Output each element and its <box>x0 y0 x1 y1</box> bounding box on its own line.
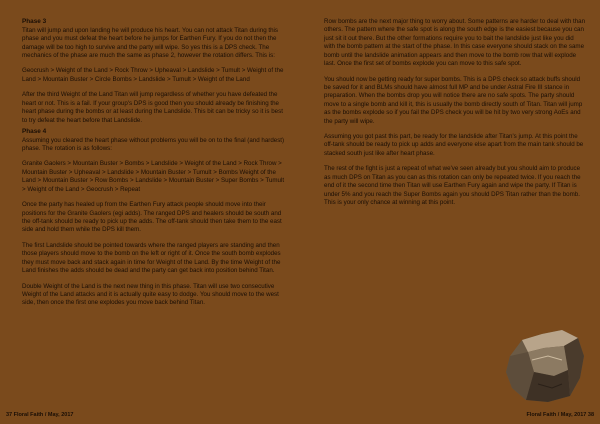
paragraph: After the third Weight of the Land Titan will jump regardless of whether you have defeated the heart or not. This is a fail. If your group's DPS is good then you should already be finishing the heart phase during the bombs or at least during the Landslide. This bit can be tricky so it is best to try defeat the heart before that Landslide. <box>22 91 283 124</box>
phase4-heading: Phase 4 <box>22 127 47 135</box>
rotation-phase4: Granite Gaolers > Mountain Buster > Bombs > Landslide > Weight of the Land > Rock Throw > Mountain Buster > Upheaval > Landslide > Mountain Buster > Tumult > Bombs Weight of the Land > Mountain Buster > Row Bombs > Landslide > Mountain Buster > Super Bombs > Tumult > Weight of the Land > Geocrush > Repeat <box>22 160 285 193</box>
paragraph: Double Weight of the Land is the next new thing in this phase. Titan will use two consecutive Weight of the Land attacks and it is actually quite easy to dodge. You should move to the west side, then once the first one explodes you move back behind Titan. <box>22 282 279 307</box>
paragraph: The first Landslide should be pointed towards where the ranged players are standing and then those players should move to the bomb on the left or right of it. Once the south bomb explodes they must move back and stack again in time for Weight of the Land. By the time Weight of the Land finishes the adds should be dead and the party can get back into position behind Titan. <box>22 241 281 275</box>
footer-right: Floral Faith / May, 2017 38 <box>526 412 594 418</box>
right-page-column <box>324 18 586 214</box>
paragraph: Row bombs are the next major thing to worry about. Some patterns are harder to deal with than others. The pattern where the safe spot is along the south edge is the easiest because you can just sit it out there. But the other formations require you to bait the landslide just like you did with the bomb pattern at the start of the phase. In this case everyone should stack on the same bomb until the landslide animation appears and then move to the bomb row that will explode last. Once the first set of bombs explode you can move to this safe spot. <box>324 18 586 68</box>
rock-illustration <box>504 326 586 404</box>
paragraph: You should now be getting ready for super bombs. This is a DPS check so attack buffs should be saved for it and BLMs should have almost full MP and be under Astral Fire III stance in preparation. When the bombs drop you will notice there are no safe spots. The party should move to a single bomb and kill it, this is usually the bomb directly south of Titan. Titan will jump as the bombs explode so if you fail the DPS check you will be hit by two very strong AoEs and the party will wipe. <box>324 75 583 125</box>
paragraph: Assuming you got past this part, be ready for the landslide after Titan's jump. At this point the off-tank should be ready to pick up adds and everyone else apart from the main tank should be stacked south just like after heart phase. <box>324 133 584 157</box>
paragraph: Titan will jump and upon landing he will produce his heart. You can not attack Titan during this phase and you must defeat the heart before he jumps for Earthen Fury. If you do not then the damage will be too high to survive and the party will wipe. So yes this is a DPS check. The mechanics of the phase are much the same as phase 2, however the rotation differs. This is: <box>22 26 279 59</box>
footer-left: 37 Floral Faith / May, 2017 <box>6 412 74 418</box>
rotation-phase3: Geocrush > Weight of the Land > Rock Throw > Upheaval > Landslide > Tumult > Weight of the Land > Mountain Buster > Circle Bombs > Landslide > Tumult > Weight of the Land <box>22 67 284 83</box>
phase3-heading: Phase 3 <box>22 18 47 25</box>
paragraph: The rest of the fight is just a repeat of what we've seen already but you should aim to produce as much DPS on Titan as you can as this rotation can only be repeated twice. If you reach the end of it the second time then Titan will use Earthen Fury again and wipe the party. If Titan is under 5% and you reach the Super Bombs again you should DPS Titan rather than the bomb. This is your only chance at winning at this point. <box>324 165 581 207</box>
left-page-column <box>22 18 286 315</box>
paragraph: Assuming you cleared the heart phase without problems you will be on to the final (and hardest) phase. The rotation is as follows: <box>22 136 285 153</box>
paragraph: Once the party has healed up from the Earthen Fury attack people should move into their positions for the Granite Gaolers (egi adds). The ranged DPS and healers should be south and the off-tank should be ready to pick up the adds. The off-tank should then take them to the east side and hold them while the DPS kill them. <box>22 201 282 234</box>
